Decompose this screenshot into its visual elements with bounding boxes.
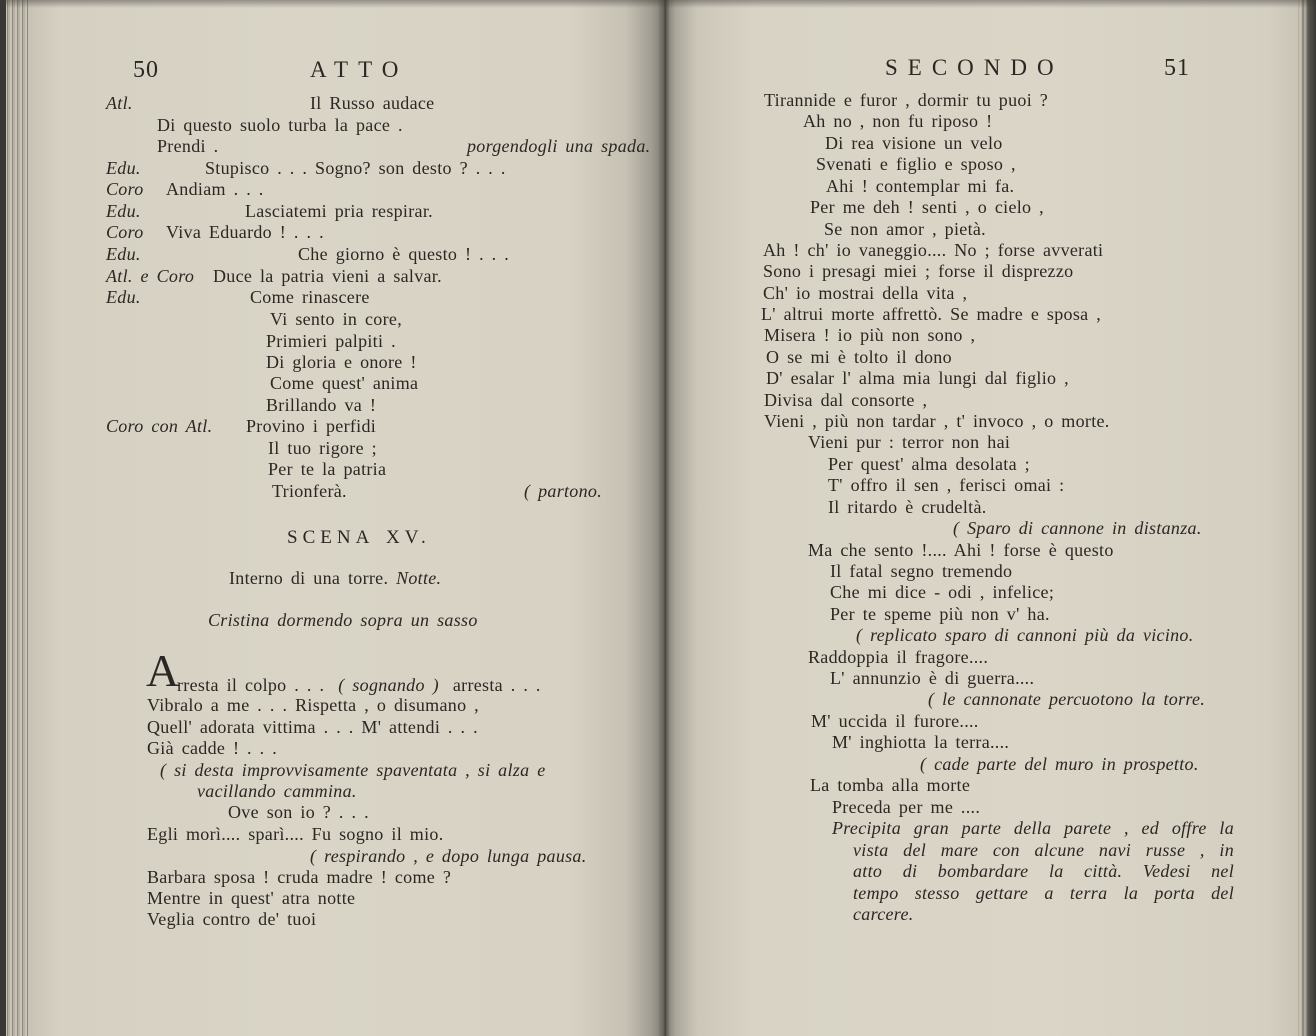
speaker-label: Coro xyxy=(106,179,144,199)
verse-line: Raddoppia il fragore.... xyxy=(808,647,989,667)
verse-line: Vibralo a me . . . Rispetta , o disumano , xyxy=(147,695,479,715)
speaker-label: Coro xyxy=(106,222,144,242)
left-page xyxy=(28,0,664,1036)
verse-line: Veglia contro de' tuoi xyxy=(147,909,317,929)
stage-direction: atto di bombardare la città. Vedesi nel xyxy=(853,861,1234,881)
scene-location: Interno di una torre. xyxy=(229,568,389,588)
dialogue-line: Prendi . xyxy=(157,136,219,156)
verse-text: rresta il colpo . . . xyxy=(177,675,325,695)
speaker-label: Edu. xyxy=(106,201,141,221)
running-head: SECONDO xyxy=(885,55,1064,80)
verse-line: Divisa dal consorte , xyxy=(764,390,928,410)
stage-direction: ( Sparo di cannone in distanza. xyxy=(953,518,1202,538)
verse-line: La tomba alla morte xyxy=(810,775,971,795)
speaker-label: Atl. e Coro xyxy=(106,266,195,286)
verse-line: Il fatal segno tremendo xyxy=(830,561,1013,581)
stage-direction: vista del mare con alcune navi russe , in xyxy=(853,840,1234,860)
verse-line: Preceda per me .... xyxy=(832,797,981,817)
verse-line: Per te la patria xyxy=(268,459,387,479)
verse-line: Già cadde ! . . . xyxy=(147,738,278,758)
top-edge-shadow xyxy=(0,0,1316,8)
scene-time: Notte. xyxy=(396,568,442,588)
speaker-label: Edu. xyxy=(106,158,141,178)
dialogue-line: Duce la patria vieni a salvar. xyxy=(213,266,442,286)
verse-line: Vieni pur : terror non hai xyxy=(808,432,1011,452)
drop-cap: A xyxy=(146,645,180,696)
page-number: 51 xyxy=(1164,55,1190,81)
verse-text: arresta . . . xyxy=(452,675,541,695)
verse-line: O se mi è tolto il dono xyxy=(766,347,952,367)
verse-line: Ch' io mostrai della vita , xyxy=(763,283,968,303)
dialogue-line: Di questo suolo turba la pace . xyxy=(157,115,403,135)
verse-line: Come quest' anima xyxy=(270,373,419,393)
stage-direction: Precipita gran parte della parete , ed offre la xyxy=(832,818,1234,838)
stage-direction: vacillando cammina. xyxy=(197,781,357,801)
verse-line: Vieni , più non tardar , t' invoco , o morte. xyxy=(764,411,1110,431)
verse-line: Mentre in quest' atra notte xyxy=(147,888,356,908)
verse-line: Barbara sposa ! cruda madre ! come ? xyxy=(147,867,452,887)
verse-line: Ah ! ch' io vaneggio.... No ; forse avverati xyxy=(763,240,1104,260)
speaker-label: Edu. xyxy=(106,244,141,264)
verse-line: L' altrui morte affrettò. Se madre e sposa , xyxy=(761,304,1102,324)
verse-line: Provino i perfidi xyxy=(246,416,377,436)
stage-direction: porgendogli una spada. xyxy=(467,136,651,156)
scene-setting xyxy=(229,567,441,589)
dialogue-line: Lasciatemi pria respirar. xyxy=(245,201,433,221)
verse-line: Brillando va ! xyxy=(266,395,377,415)
verse-line: Se non amor , pietà. xyxy=(824,219,986,239)
verse-line: Svenati e figlio e sposo , xyxy=(816,154,1016,174)
verse-line: Che mi dice - odi , infelice; xyxy=(830,582,1055,602)
dialogue-line: Viva Eduardo ! . . . xyxy=(166,222,324,242)
verse-line: Di rea visione un velo xyxy=(825,133,1003,153)
verse-line xyxy=(177,674,541,696)
stage-direction: ( le cannonate percuotono la torre. xyxy=(928,689,1206,709)
page-edges-right xyxy=(1298,0,1316,1036)
right-page xyxy=(666,0,1300,1036)
verse-line: Sono i presagi miei ; forse il disprezzo xyxy=(763,261,1074,281)
verse-line: Per me deh ! senti , o cielo , xyxy=(810,197,1044,217)
verse-line: Primieri palpiti . xyxy=(266,331,396,351)
verse-line: Ahi ! contemplar mi fa. xyxy=(826,176,1015,196)
verse-line: Ove son io ? . . . xyxy=(228,802,369,822)
verse-line: L' annunzio è di guerra.... xyxy=(830,668,1035,688)
verse-line: Per te speme più non v' ha. xyxy=(830,604,1050,624)
scene-heading: SCENA XV. xyxy=(287,527,431,548)
stage-direction: ( sognando ) xyxy=(338,675,439,695)
verse-line: Come rinascere xyxy=(250,287,370,307)
book-gutter xyxy=(658,0,670,1036)
stage-direction: ( partono. xyxy=(524,481,602,501)
speaker-label: Coro con Atl. xyxy=(106,416,213,436)
verse-line: M' inghiotta la terra.... xyxy=(832,732,1010,752)
verse-line: Per quest' alma desolata ; xyxy=(828,454,1030,474)
verse-line: T' offro il sen , ferisci omai : xyxy=(828,475,1065,495)
verse-line: Il tuo rigore ; xyxy=(268,438,377,458)
running-head: ATTO xyxy=(310,57,409,82)
stage-direction: ( si desta improvvisamente spaventata , si alza e xyxy=(160,760,546,780)
dialogue-line: Che giorno è questo ! . . . xyxy=(298,244,510,264)
dialogue-line: Stupisco . . . Sogno? son desto ? . . . xyxy=(205,158,506,178)
verse-line: D' esalar l' alma mia lungi dal figlio , xyxy=(766,368,1069,388)
dialogue-line: Andiam . . . xyxy=(166,179,264,199)
stage-direction: ( cade parte del muro in prospetto. xyxy=(920,754,1199,774)
scene-note: Cristina dormendo sopra un sasso xyxy=(208,610,478,630)
stage-direction: ( respirando , e dopo lunga pausa. xyxy=(310,846,587,866)
verse-line: Vi sento in core, xyxy=(270,309,402,329)
stage-direction: ( replicato sparo di cannoni più da vicino. xyxy=(856,625,1194,645)
verse-line: Quell' adorata vittima . . . M' attendi . . . xyxy=(147,717,478,737)
verse-line: Ah no , non fu riposo ! xyxy=(803,111,993,131)
verse-line: Ma che sento !.... Ahi ! forse è questo xyxy=(808,540,1114,560)
speaker-label: Edu. xyxy=(106,287,141,307)
stage-direction: tempo stesso gettare a terra la porta del xyxy=(853,883,1234,903)
verse-line: M' uccida il furore.... xyxy=(811,711,979,731)
verse-line: Misera ! io più non sono , xyxy=(764,325,976,345)
dialogue-line: Il Russo audace xyxy=(310,93,435,113)
verse-line: Egli morì.... sparì.... Fu sogno il mio. xyxy=(147,824,444,844)
page-number: 50 xyxy=(133,57,159,83)
verse-line: Il ritardo è crudeltà. xyxy=(828,497,987,517)
verse-line: Di gloria e onore ! xyxy=(266,352,417,372)
speaker-label: Atl. xyxy=(106,93,133,113)
verse-line: Trionferà. xyxy=(272,481,347,501)
stage-direction: carcere. xyxy=(853,904,914,924)
page-edges-left xyxy=(0,0,30,1036)
verse-line: Tirannide e furor , dormir tu puoi ? xyxy=(764,90,1049,110)
